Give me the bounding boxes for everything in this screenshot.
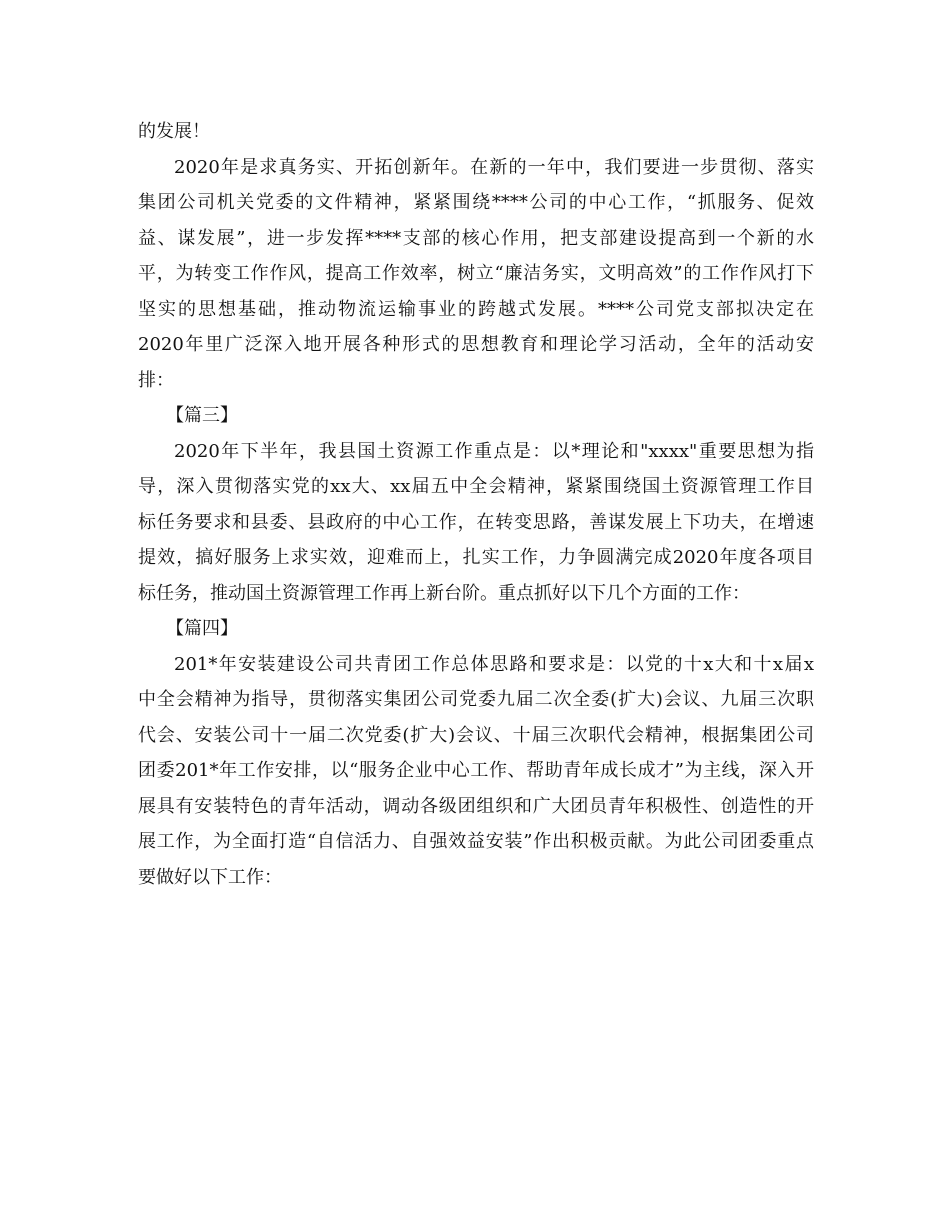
section-heading: 【篇三】 xyxy=(166,405,238,426)
paragraph-line: 中全会精神为指导，贯彻落实集团公司党委九届二次全委(扩大)会议、九届三次职 xyxy=(138,689,814,710)
paragraph-line: 2020年是求真务实、开拓创新年。在新的一年中，我们要进一步贯彻、落实 xyxy=(174,156,814,178)
paragraph-line: 标任务，推动国土资源管理工作再上新台阶。重点抓好以下几个方面的工作： xyxy=(138,582,750,604)
paragraph-line: 标任务要求和县委、县政府的中心工作，在转变思路，善谋发展上下功夫，在增速 xyxy=(138,511,814,533)
paragraph-line: 集团公司机关党委的文件精神，紧紧围绕****公司的中心工作，“抓服务、促效 xyxy=(138,192,814,213)
paragraph-line: 201*年安装建设公司共青团工作总体思路和要求是：以党的十x大和十x届x xyxy=(174,653,814,675)
paragraph-line: 代会、安装公司十一届二次党委(扩大)会议、十届三次职代会精神，根据集团公司 xyxy=(138,724,814,746)
paragraph-line: 平，为转变工作作风，提高工作效率，树立“廉洁务实，文明高效”的工作作风打下 xyxy=(138,263,814,284)
paragraph-line: 要做好以下工作： xyxy=(138,866,282,888)
paragraph-line: 导，深入贯彻落实党的xx大、xx届五中全会精神，紧紧围绕国土资源管理工作目 xyxy=(138,476,814,497)
paragraph-line: 2020年下半年，我县国土资源工作重点是：以*理论和"xxxx"重要思想为指 xyxy=(174,440,814,462)
document-body xyxy=(138,114,814,895)
paragraph-line: 排： xyxy=(138,369,174,391)
paragraph-line: 益、谋发展”，进一步发挥****支部的核心作用，把支部建设提高到一个新的水 xyxy=(138,227,814,249)
paragraph-line: 坚实的思想基础，推动物流运输事业的跨越式发展。****公司党支部拟决定在 xyxy=(138,298,814,320)
paragraph-line: 2020年里广泛深入地开展各种形式的思想教育和理论学习活动，全年的活动安 xyxy=(138,334,814,355)
paragraph-line: 展工作，为全面打造“自信活力、自强效益安装”作出积极贡献。为此公司团委重点 xyxy=(138,831,814,852)
paragraph-line: 提效，搞好服务上求实效，迎难而上，扎实工作，力争圆满完成2020年度各项目 xyxy=(138,547,814,568)
section-heading: 【篇四】 xyxy=(166,618,238,639)
paragraph-line: 团委201*年工作安排，以“服务企业中心工作、帮助青年成长成才”为主线，深入开 xyxy=(138,760,814,781)
paragraph-line: 展具有安装特色的青年活动，调动各级团组织和广大团员青年积极性、创造性的开 xyxy=(138,795,814,817)
paragraph-line: 的发展！ xyxy=(138,121,210,142)
